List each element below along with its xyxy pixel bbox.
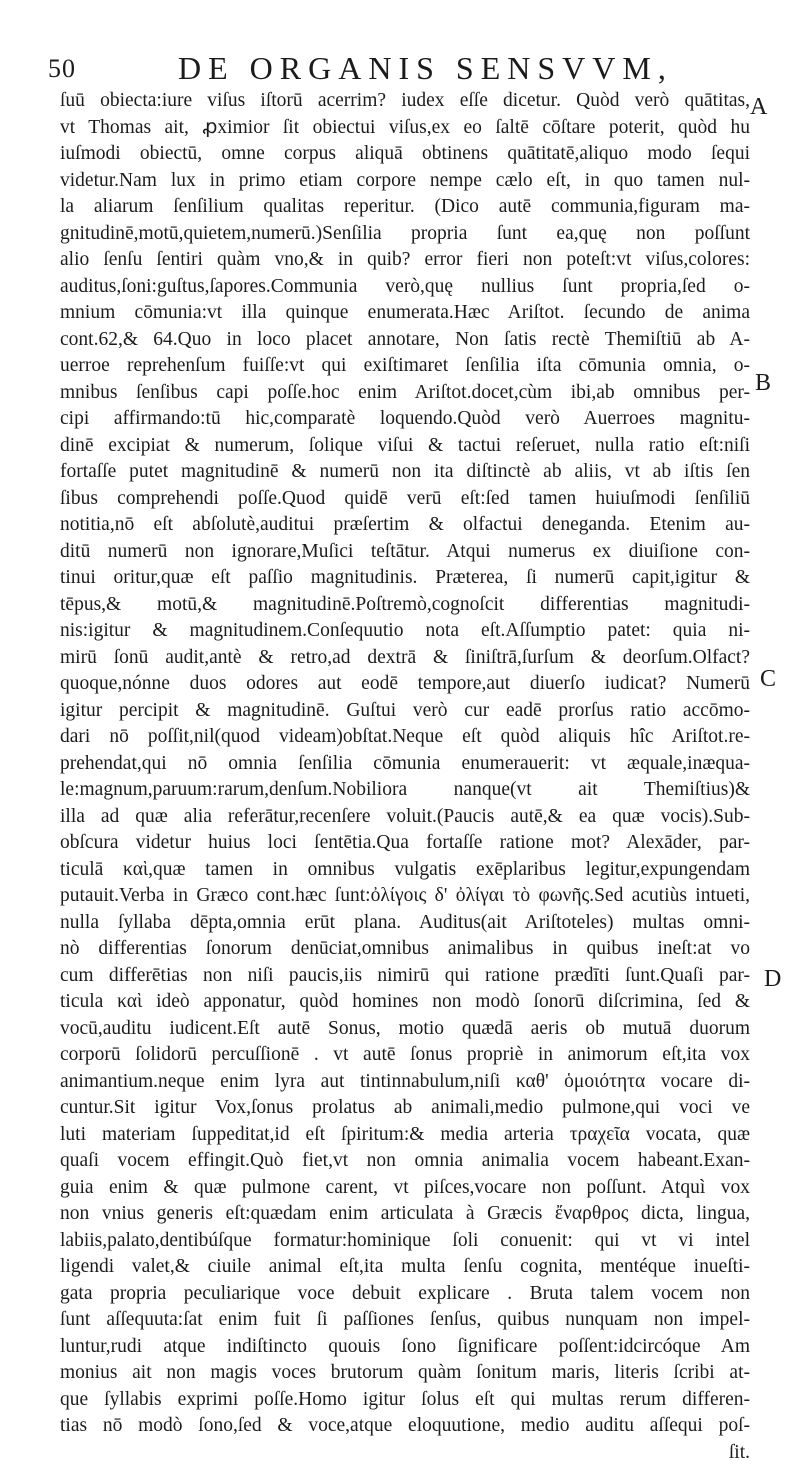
text-line: le:magnum,paruum:rarum,denſum.Nobiliora nanque(vt ait Themiſtius)& bbox=[60, 777, 750, 804]
text-line: labiis,palato,dentibúſque formatur:hominique ſoli conuenit: qui vt vi intel bbox=[60, 1228, 750, 1255]
text-line: quoque,nónne duos odores aut eodē tempore,aut diuerſo iudicat? Numerū bbox=[60, 671, 750, 698]
catchword: ſit. bbox=[60, 1440, 750, 1466]
text-line: corporū ſolidorū percuſſionē . vt autē ſonus propriè in animorum eſt,ita vox bbox=[60, 1042, 750, 1069]
text-line: putauit.Verba in Græco cont.hæc ſunt:ὀλίγοις δ' ὀλίγαι τὸ φωνῆς.Sed acutiùs intueti, bbox=[60, 883, 750, 910]
text-line: mnibus ſenſibus capi poſſe.hoc enim Ariſtot.docet,cùm ibi,ab omnibus per- bbox=[60, 380, 750, 407]
text-line: animantium.neque enim lyra aut tintinnabulum,niſi καθ' ὁμοιότητα vocare di- bbox=[60, 1069, 750, 1096]
margin-letter-a: A bbox=[750, 94, 767, 121]
text-line: cont.62,& 64.Quo in loco placet annotare, Non ſatis rectè Themiſtiū ab A- bbox=[60, 327, 750, 354]
text-line: vt Thomas ait, ꝓximior ſit obiectui viſus,ex eo ſaltē cōſtare poterit, quòd hu bbox=[60, 115, 750, 142]
body-text bbox=[60, 88, 750, 1466]
text-line: nulla ſyllaba dēpta,omnia erūt plana. Auditus(ait Ariſtoteles) multas omni- bbox=[60, 910, 750, 937]
text-line: quaſi vocem effingit.Quò fiet,vt non omnia animalia vocem habeant.Exan- bbox=[60, 1148, 750, 1175]
text-line: luntur,rudi atque indiſtincto quouis ſono ſignificare poſſent:idcircóque Am bbox=[60, 1334, 750, 1361]
text-line: dari nō poſſit,nil(quod videam)obſtat.Neque eſt quòd aliquis hîc Ariſtot.re- bbox=[60, 724, 750, 751]
text-line: vocū,auditu iudicent.Eſt autē Sonus, motio quædā aeris ob mutuā duorum bbox=[60, 1016, 750, 1043]
text-line: luti materiam ſuppeditat,id eſt ſpiritum:& media arteria τραχεῖα vocata, quæ bbox=[60, 1122, 750, 1149]
text-line: cum differētias non niſi paucis,iis nimirū qui ratione prædīti ſunt.Quaſi par- bbox=[60, 963, 750, 990]
text-line: dinē excipiat & numerum, ſolique viſui & tactui reſeruet, nulla ratio eſt:niſi bbox=[60, 433, 750, 460]
text-line: illa ad quæ alia referātur,recenſere voluit.(Paucis autē,& ea quæ vocis).Sub- bbox=[60, 804, 750, 831]
running-title: DE ORGANIS SENSVVM, bbox=[178, 50, 673, 87]
text-line: nis:igitur & magnitudinem.Conſequutio nota eſt.Aſſumptio patet: quia ni- bbox=[60, 618, 750, 645]
text-line: ſunt aſſequuta:ſat enim fuit ſi paſſiones ſenſus, quibus nunquam non impel- bbox=[60, 1307, 750, 1334]
text-line: gnitudinē,motū,quietem,numerū.)Senſilia propria ſunt ea,quę non poſſunt bbox=[60, 221, 750, 248]
text-line: cipi affirmando:tū hic,comparatè loquendo.Quòd verò Auerroes magnitu- bbox=[60, 406, 750, 433]
text-line: gata propria peculiarique voce debuit explicare . Bruta talem vocem non bbox=[60, 1281, 750, 1308]
text-line: prehendat,qui nō omnia ſenſilia cōmunia enumerauerit: vt æquale,inæqua- bbox=[60, 751, 750, 778]
text-line: ligendi valet,& ciuile animal eſt,ita multa ſenſu cognita, mentéque inueſti- bbox=[60, 1254, 750, 1281]
text-line: non vnius generis eſt:quædam enim articulata à Græcis ἔναρθρος dicta, lingua, bbox=[60, 1201, 750, 1228]
text-line: alio ſenſu ſentiri quàm vno,& in quib? error fieri non poteſt:vt viſus,colores: bbox=[60, 247, 750, 274]
text-line: fortaſſe putet magnitudinē & numerū non ita diſtinctè ab aliis, vt ab iſtis ſen bbox=[60, 459, 750, 486]
text-line: cuntur.Sit igitur Vox,ſonus prolatus ab animali,medio pulmone,qui voci ve bbox=[60, 1095, 750, 1122]
text-line: ſuū obiecta:iure viſus iſtorū acerrim? iudex eſſe dicetur. Quòd verò quātitas, bbox=[60, 88, 750, 115]
text-line: ſibus comprehendi poſſe.Quod quidē verū eſt:ſed tamen huiuſmodi ſenſiliū bbox=[60, 486, 750, 513]
text-line: igitur percipit & magnitudinē. Guſtui verò cur eadē prorſus ratio accōmo- bbox=[60, 698, 750, 725]
text-line: videtur.Nam lux in primo etiam corpore nempe cælo eſt, in quo tamen nul- bbox=[60, 168, 750, 195]
text-line: tēpus,& motū,& magnitudinē.Poſtremò,cognoſcit differentias magnitudi- bbox=[60, 592, 750, 619]
text-line: nò differentias ſonorum denūciat,omnibus animalibus in quibus ineſt:at vo bbox=[60, 936, 750, 963]
text-line: que ſyllabis exprimi poſſe.Homo igitur ſolus eſt qui multas rerum differen- bbox=[60, 1387, 750, 1414]
text-line: mnium cōmunia:vt illa quinque enumerata.Hæc Ariſtot. ſecundo de anima bbox=[60, 300, 750, 327]
text-line: notitia,nō eſt abſolutè,auditui præſertim & olfactui deneganda. Etenim au- bbox=[60, 512, 750, 539]
margin-letter-d: D bbox=[764, 966, 781, 993]
text-line: mirū ſonū audit,antè & retro,ad dextrā & ſiniſtrā,ſurſum & deorſum.Olfact? bbox=[60, 645, 750, 672]
margin-letter-c: C bbox=[760, 666, 776, 693]
text-line: ticulā καὶ,quæ tamen in omnibus vulgatis exēplaribus legitur,expungendam bbox=[60, 857, 750, 884]
text-line: la aliarum ſenſilium qualitas reperitur. (Dico autē communia,figuram ma- bbox=[60, 194, 750, 221]
text-line: ditū numerū non ignorare,Muſici teſtātur. Atqui numerus ex diuiſione con- bbox=[60, 539, 750, 566]
text-line: ticula καὶ ideò apponatur, quòd homines non modò ſonorū diſcrimina, ſed & bbox=[60, 989, 750, 1016]
text-line: guia enim & quæ pulmone carent, vt piſces,vocare non poſſunt. Atquì vox bbox=[60, 1175, 750, 1202]
text-line: auditus,ſoni:guſtus,ſapores.Communia verò,quę nullius ſunt propria,ſed o- bbox=[60, 274, 750, 301]
page-header bbox=[48, 48, 748, 88]
text-line: tinui oritur,quæ eſt paſſio magnitudinis. Præterea, ſi numerū capit,igitur & bbox=[60, 565, 750, 592]
text-line: obſcura videtur huius loci ſentētia.Qua fortaſſe ratione mot? Alexāder, par- bbox=[60, 830, 750, 857]
margin-letter-b: B bbox=[755, 370, 771, 397]
page-number: 50 bbox=[48, 54, 76, 84]
text-line: monius ait non magis voces brutorum quàm ſonitum maris, literis ſcribi at- bbox=[60, 1360, 750, 1387]
text-line: iuſmodi obiectū, omne corpus aliquā obtinens quātitatē,aliquo modo ſequi bbox=[60, 141, 750, 168]
text-line: uerroe reprehenſum fuiſſe:vt qui exiſtimaret ſenſilia iſta cōmunia omnia, o- bbox=[60, 353, 750, 380]
text-line: tias nō modò ſono,ſed & voce,atque eloquutione, medio auditu aſſequi poſ- bbox=[60, 1413, 750, 1440]
